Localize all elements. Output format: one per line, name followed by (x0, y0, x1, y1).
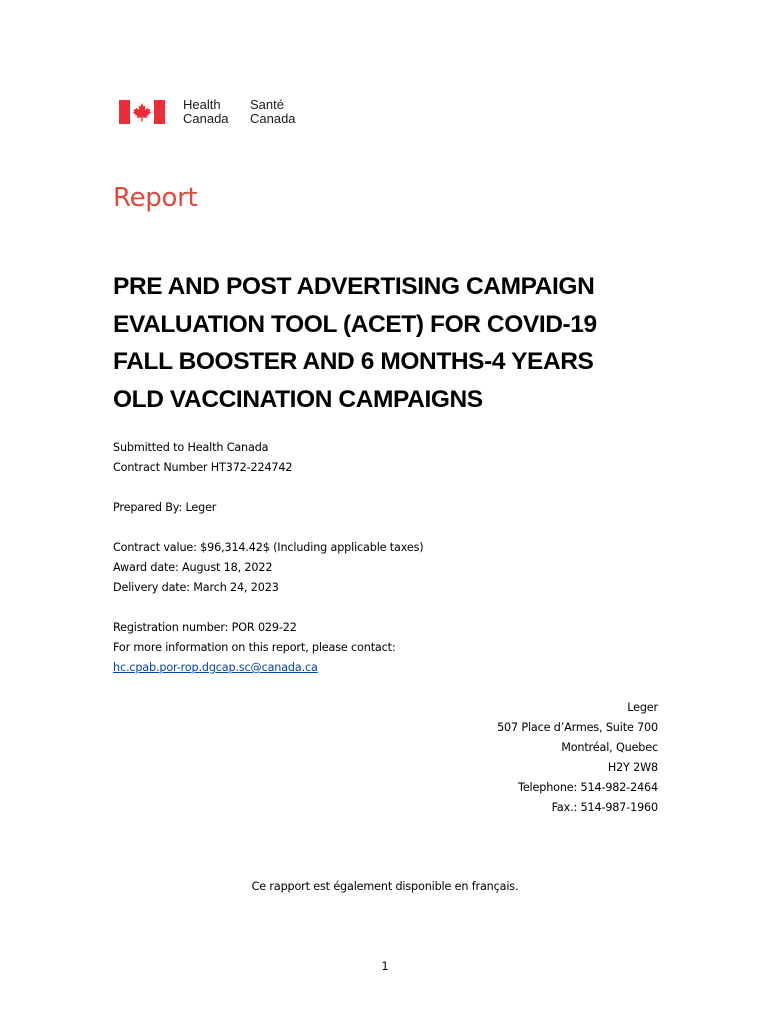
submitted-to: Submitted to Health Canada (113, 441, 269, 454)
wordmark-fr-line2: Canada (250, 111, 296, 126)
report-label: Report (113, 183, 198, 213)
title-line: PRE AND POST ADVERTISING CAMPAIGN (113, 273, 595, 300)
address-street: 507 Place d’Armes, Suite 700 (497, 721, 658, 734)
canada-flag-icon (119, 100, 165, 124)
document-title (113, 268, 673, 418)
wordmark-en-line2: Canada (183, 111, 229, 126)
health-canada-logo (119, 98, 165, 126)
address-fax: Fax.: 514-987-1960 (551, 801, 658, 814)
page-number: 1 (381, 960, 389, 973)
address-telephone: Telephone: 514-982-2464 (518, 781, 658, 794)
registration-number: Registration number: POR 029-22 (113, 621, 297, 634)
title-line: OLD VACCINATION CAMPAIGNS (113, 385, 483, 413)
award-date: Award date: August 18, 2022 (113, 561, 273, 574)
delivery-date: Delivery date: March 24, 2023 (113, 581, 279, 594)
contract-number: Contract Number HT372-224742 (113, 461, 293, 474)
address-company: Leger (627, 701, 658, 714)
wordmark-fr-line1: Santé (250, 97, 284, 112)
french-availability-note: Ce rapport est également disponible en français. (251, 880, 519, 893)
title-line: EVALUATION TOOL (ACET) FOR COVID-19 (113, 310, 597, 338)
address-postal-code: H2Y 2W8 (607, 761, 658, 774)
contact-email-link[interactable]: hc.cpab.por-rop.dgcap.sc@canada.ca (113, 661, 318, 674)
address-city: Montréal, Quebec (561, 741, 658, 754)
wordmark-english (183, 98, 229, 126)
wordmark-french (250, 98, 296, 126)
more-info-text: For more information on this report, please contact: (113, 641, 396, 654)
wordmark-en-line1: Health (183, 97, 221, 112)
contract-value: Contract value: $96,314.42$ (Including applicable taxes) (113, 541, 424, 554)
prepared-by: Prepared By: Leger (113, 501, 217, 514)
title-line: FALL BOOSTER AND 6 MONTHS-4 YEARS (113, 348, 594, 375)
